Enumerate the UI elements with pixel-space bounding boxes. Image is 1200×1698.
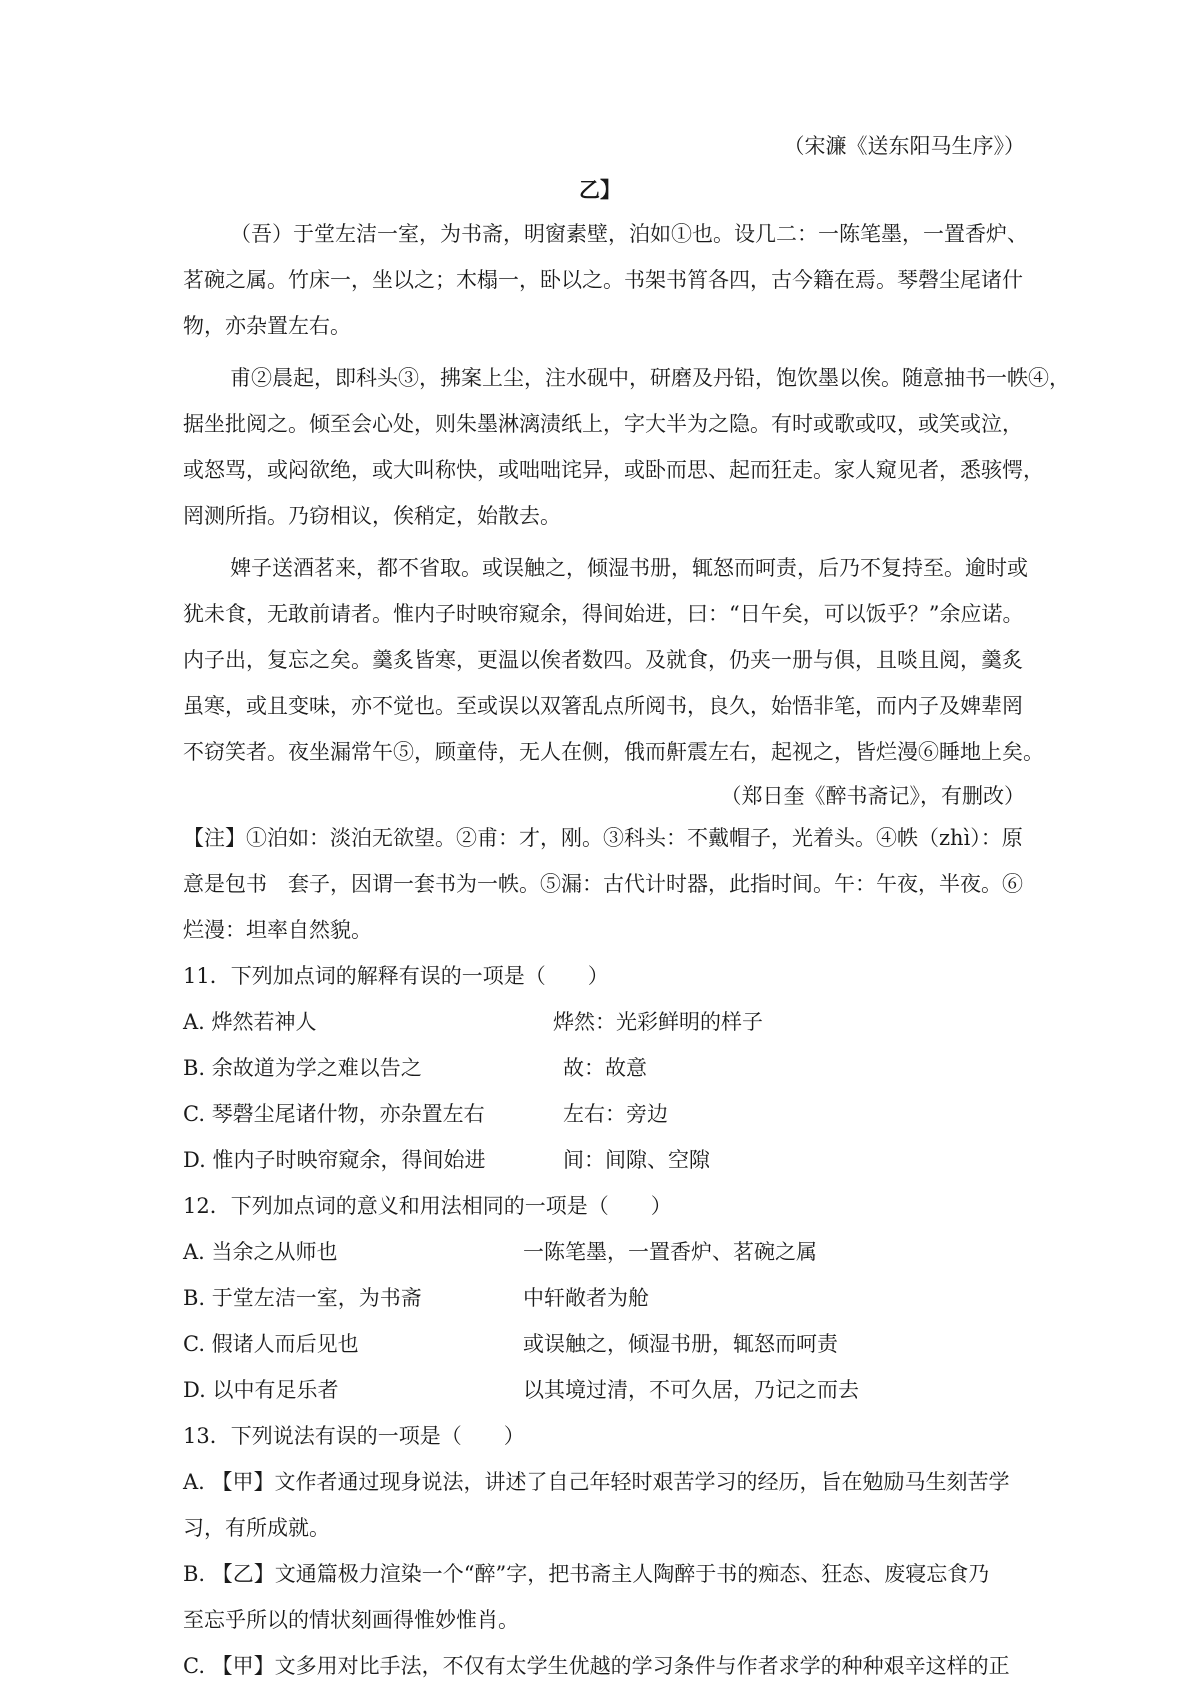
notes-line: 【注】①泊如：淡泊无欲望。②甫：才，刚。③科头：不戴帽子，光着头。④帙（zhì）：原 bbox=[183, 826, 1023, 850]
source-citation-jia: （宋濂《送东阳马生序》） bbox=[783, 134, 1025, 158]
para3-line: 内子出，复忘之矣。羹炙皆寒，更温以俟者数四。及就食，仍夹一册与俱，且啖且阅，羹炙 bbox=[183, 648, 1023, 672]
q12-option-d: D. 以中有足乐者 bbox=[183, 1378, 339, 1402]
q12-option-c: C. 假诸人而后见也 bbox=[183, 1332, 359, 1356]
source-citation-yi: （郑日奎《醉书斋记》，有删改） bbox=[720, 784, 1025, 808]
q11-option-d-explain: 间：间隙、空隙 bbox=[563, 1148, 710, 1172]
q12-option-a: A. 当余之从师也 bbox=[183, 1240, 338, 1264]
notes-line: 意是包书 套子，因谓一套书为一帙。⑤漏：古代计时器，此指时间。午：午夜，半夜。⑥ bbox=[183, 872, 1023, 896]
section-heading-yi: 乙】 bbox=[579, 177, 621, 202]
q11-option-c-explain: 左右：旁边 bbox=[563, 1102, 668, 1126]
question-13-stem: 13．下列说法有误的一项是（ ） bbox=[183, 1424, 525, 1448]
para2-line: 据坐批阅之。倾至会心处，则朱墨淋漓渍纸上，字大半为之隐。有时或歌或叹，或笑或泣， bbox=[183, 412, 1023, 436]
para1-line: 茗碗之属。竹床一，坐以之；木榻一，卧以之。书架书筲各四，古今籍在焉。琴磬尘尾诸什 bbox=[183, 268, 1023, 292]
para1-line: （吾）于堂左洁一室，为书斋，明窗素壁，泊如①也。设几二：一陈笔墨，一置香炉、 bbox=[230, 222, 1028, 246]
para3-line: 婢子送酒茗来，都不省取。或误触之，倾湿书册，辄怒而呵责，后乃不复持至。逾时或 bbox=[230, 556, 1028, 580]
notes-line: 烂漫：坦率自然貌。 bbox=[183, 918, 372, 942]
para1-line: 物，亦杂置左右。 bbox=[183, 314, 351, 338]
q13-line: A. 【甲】文作者通过现身说法，讲述了自己年轻时艰苦学习的经历，旨在勉励马生刻苦学 bbox=[183, 1470, 1010, 1494]
para3-line: 虽寒，或且变味，亦不觉也。至或误以双箸乱点所阅书，良久，始悟非笔，而内子及婢辈罔 bbox=[183, 694, 1023, 718]
q12-option-b: B. 于堂左洁一室，为书斋 bbox=[183, 1286, 422, 1310]
q13-line: C. 【甲】文多用对比手法，不仅有太学生优越的学习条件与作者求学的种种艰辛这样的正 bbox=[183, 1654, 1010, 1678]
q11-option-a-explain: 烨然：光彩鲜明的样子 bbox=[553, 1010, 763, 1034]
q12-option-b-explain: 中轩敞者为舱 bbox=[523, 1286, 649, 1310]
q11-option-d: D. 惟内子时映帘窥余，得间始进 bbox=[183, 1148, 486, 1172]
q12-option-c-explain: 或误触之，倾湿书册，辄怒而呵责 bbox=[523, 1332, 838, 1356]
para3-line: 犹未食，无敢前请者。惟内子时映帘窥余，得间始进，曰：“日午矣，可以饭乎？”余应诺。 bbox=[183, 602, 1024, 626]
q12-option-a-explain: 一陈笔墨，一置香炉、茗碗之属 bbox=[523, 1240, 817, 1264]
q11-option-b-explain: 故：故意 bbox=[563, 1056, 647, 1080]
para3-line: 不窃笑者。夜坐漏常午⑤，顾童侍，无人在侧，俄而鼾震左右，起视之，皆烂漫⑥睡地上矣。 bbox=[183, 740, 1044, 764]
para2-line: 罔测所指。乃窃相议，俟稍定，始散去。 bbox=[183, 504, 561, 528]
q11-option-a: A. 烨然若神人 bbox=[183, 1010, 317, 1034]
q11-option-b: B. 余故道为学之难以告之 bbox=[183, 1056, 422, 1080]
question-11-stem: 11．下列加点词的解释有误的一项是（ ） bbox=[183, 964, 609, 988]
q13-line: 至忘乎所以的情状刻画得惟妙惟肖。 bbox=[183, 1608, 519, 1632]
q12-option-d-explain: 以其境过清，不可久居，乃记之而去 bbox=[523, 1378, 859, 1402]
q13-line: 习，有所成就。 bbox=[183, 1516, 330, 1540]
para2-line: 甫②晨起，即科头③，拂案上尘，注水砚中，研磨及丹铅，饱饮墨以俟。随意抽书一帙④， bbox=[230, 366, 1070, 390]
para2-line: 或怒骂，或闷欲绝，或大叫称快，或咄咄诧异，或卧而思、起而狂走。家人窥见者，悉骇愕， bbox=[183, 458, 1044, 482]
question-12-stem: 12．下列加点词的意义和用法相同的一项是（ ） bbox=[183, 1194, 672, 1218]
q11-option-c: C. 琴磬尘尾诸什物，亦杂置左右 bbox=[183, 1102, 485, 1126]
q13-line: B. 【乙】文通篇极力渲染一个“醉”字，把书斋主人陶醉于书的痴态、狂态、废寝忘食乃 bbox=[183, 1562, 990, 1586]
